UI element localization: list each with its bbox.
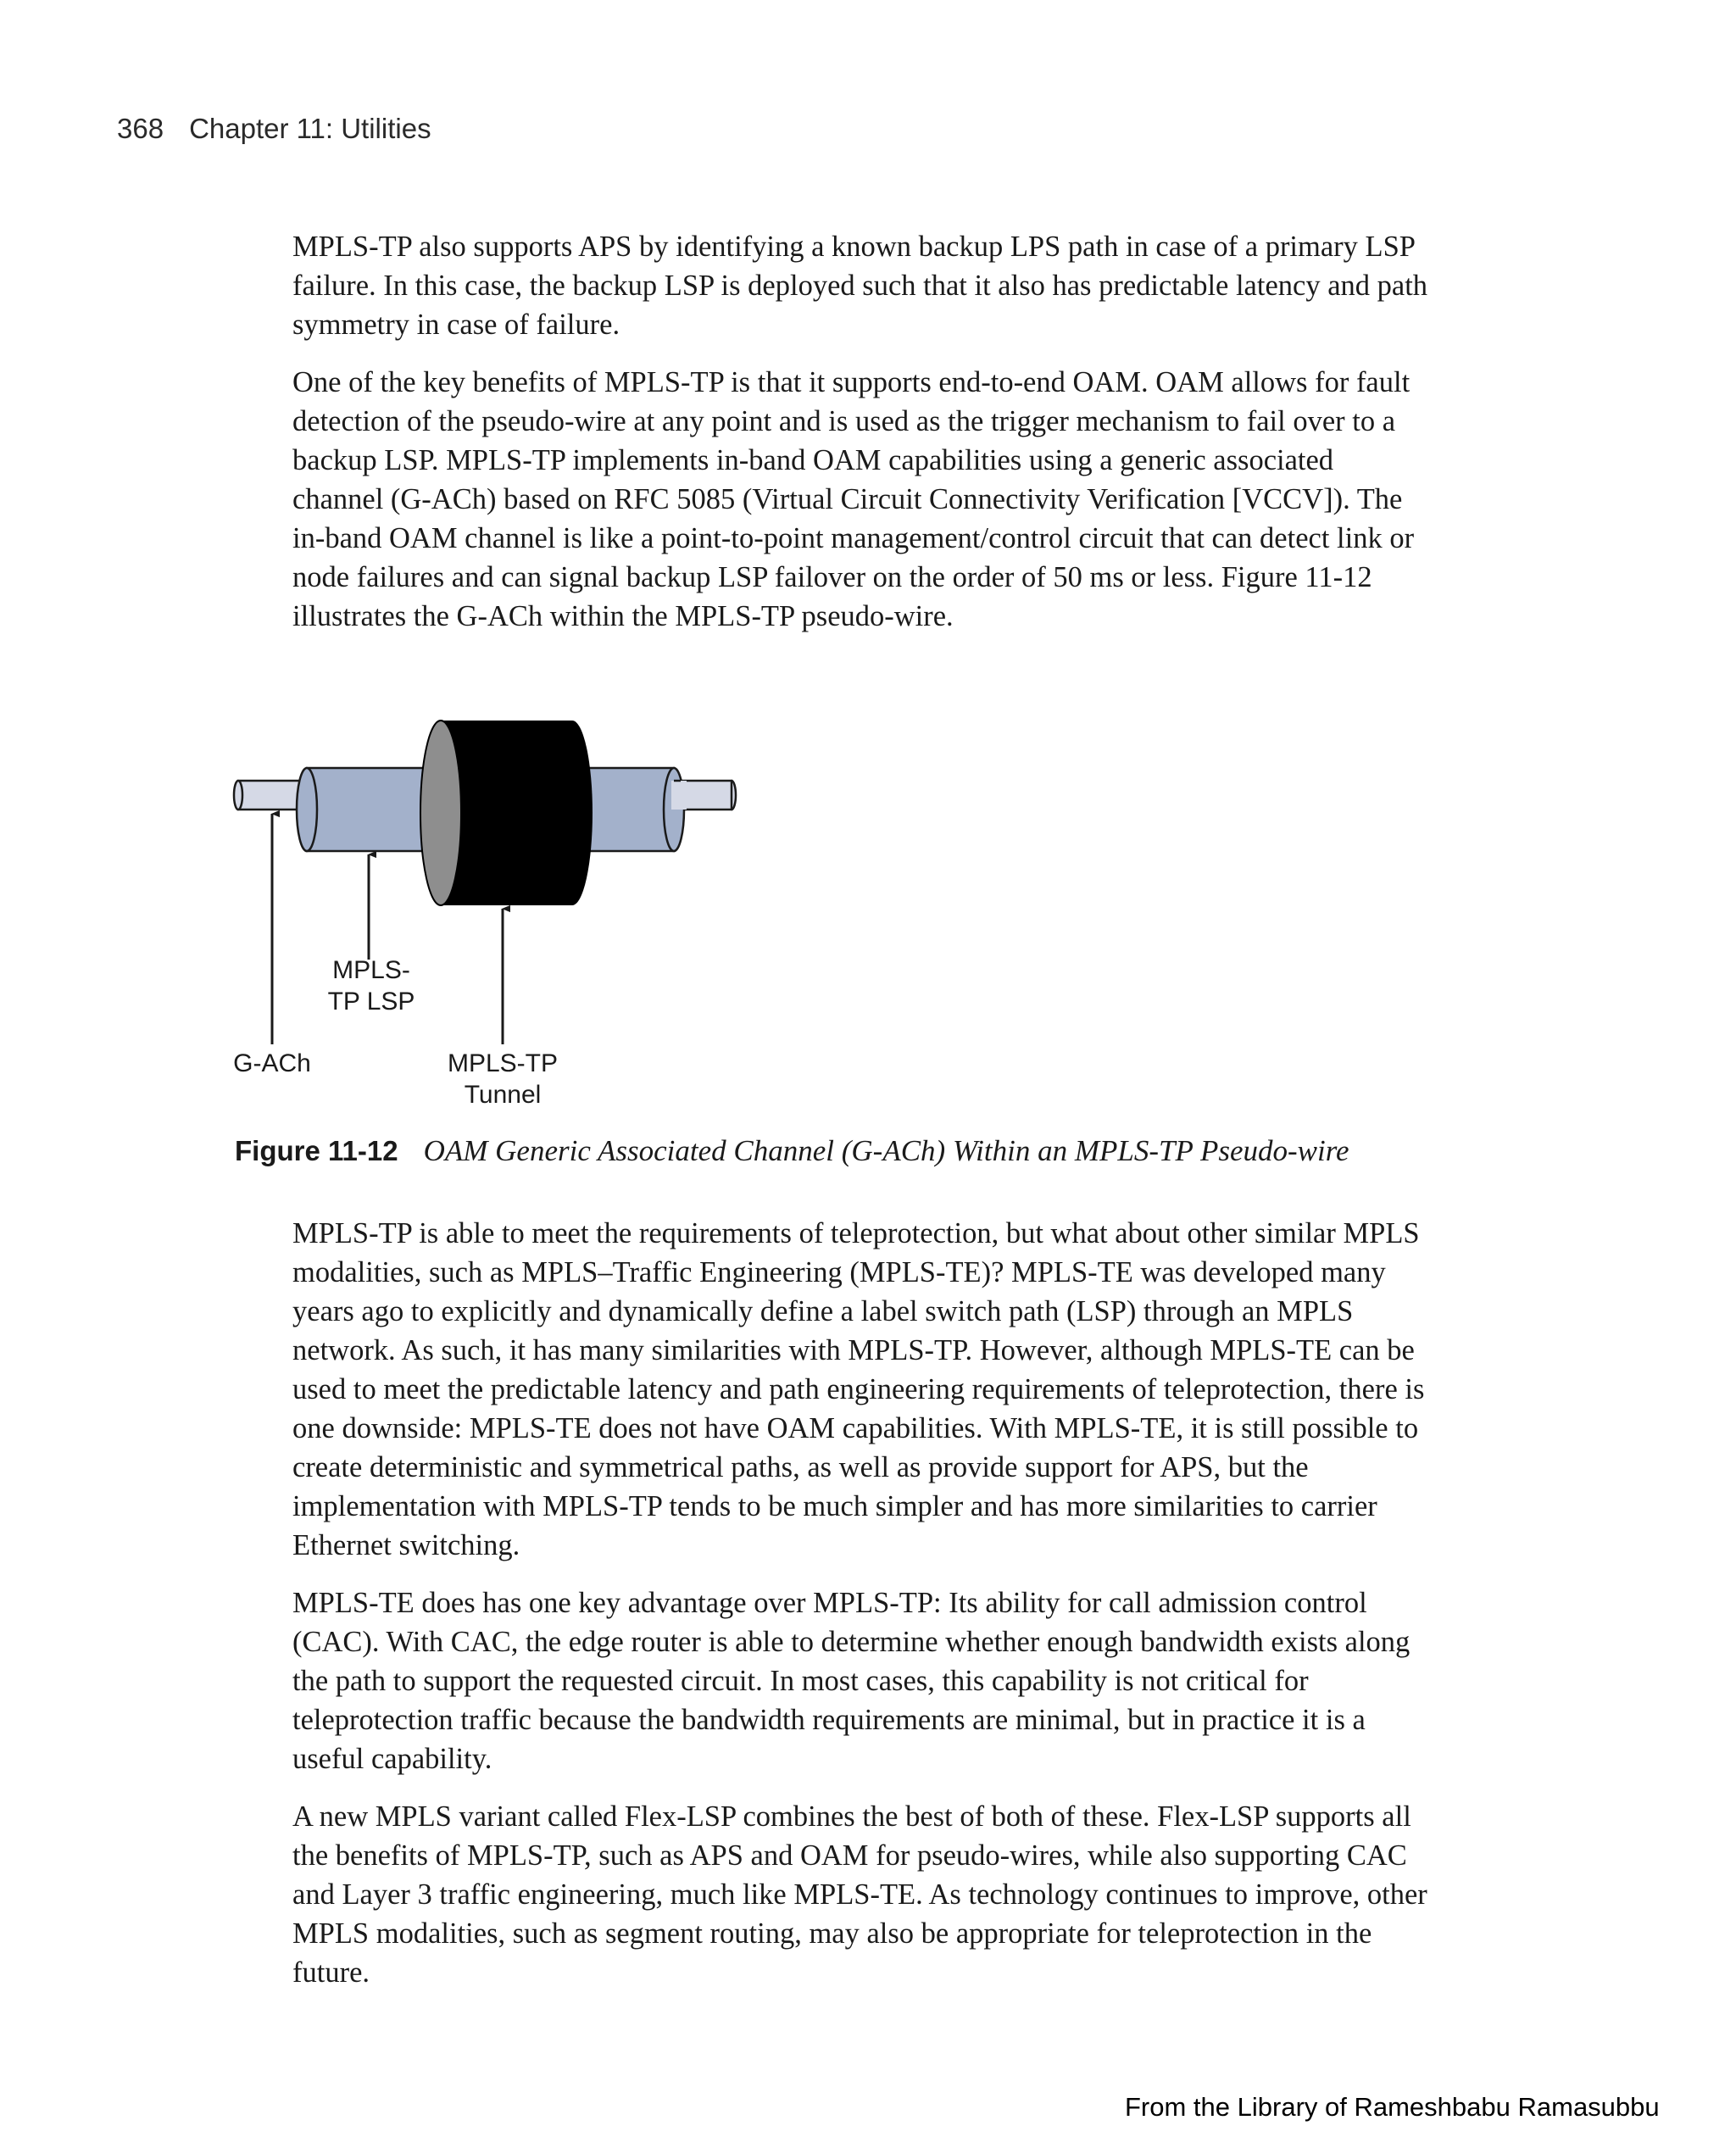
- library-footer: From the Library of Rameshbabu Ramasubbu: [1125, 2092, 1660, 2122]
- pseudo-wire-diagram: [216, 712, 759, 1119]
- paragraph: MPLS-TP also supports APS by identifying a known backup LPS path in case of a primary LSP failure. In this case, the backup LSP is deployed such that it also has predictable latency and path symmetry in case of failure.: [292, 231, 1428, 341]
- tunnel-right-end: [552, 721, 593, 905]
- tunnel-label-line2: Tunnel: [464, 1081, 542, 1109]
- lsp-label-line1: MPLS-: [332, 956, 410, 984]
- figure-caption: [235, 1134, 1349, 1168]
- gach-label: G-ACh: [233, 1049, 311, 1077]
- tunnel-face: [420, 721, 461, 905]
- caption-text: OAM Generic Associated Channel (G-ACh) Within an MPLS-TP Pseudo-wire: [423, 1134, 1349, 1167]
- paragraph: MPLS-TE does has one key advantage over MPLS-TP: Its ability for call admission control (CAC). With CAC, the edge router is able to determine whether enough bandwidth exists along the path to support the requested circuit. In most cases, this capability is not critical for teleprotection traffic because the bandwidth requirements are minimal, but in practice it is a useful capability.: [292, 1587, 1410, 1775]
- tunnel-cylinder: [420, 721, 593, 905]
- caption-number: Figure 11-12: [235, 1135, 398, 1166]
- paragraph: One of the key benefits of MPLS-TP is that it supports end-to-end OAM. OAM allows for fault detection of the pseudo-wire at any point and is used as the trigger mechanism to fail over to a backup LSP. MPLS-TP implements in-band OAM capabilities using a generic associated channel (G-ACh) based on RFC 5085 (Virtual Circuit Connectivity Verification [VCCV]). The in-band OAM channel is like a point-to-point management/control circuit that can detect link or node failures and can signal backup LSP failover on the order of 50 ms or less. Figure 11-12 illustrates the G-ACh within the MPLS-TP pseudo-wire.: [292, 366, 1415, 632]
- page-number: 368: [117, 113, 164, 144]
- running-head: [117, 113, 431, 145]
- body-text-before-figure: [292, 227, 1428, 654]
- body-text-after-figure: [292, 1214, 1428, 2011]
- lsp-tube-left-end: [297, 768, 317, 851]
- lsp-label-line2: TP LSP: [327, 988, 415, 1016]
- gach-wire-left-end: [234, 781, 242, 810]
- chapter-title: Chapter 11: Utilities: [189, 113, 431, 144]
- paragraph: A new MPLS variant called Flex-LSP combines the best of both of these. Flex-LSP supports all the benefits of MPLS-TP, such as APS and OAM for pseudo-wires, while also supporting CAC and Layer 3 traffic engineering, much like MPLS-TE. As technology continues to improve, other MPLS modalities, such as segment routing, may also be appropriate for teleprotection in the future.: [292, 1800, 1427, 1989]
- paragraph: MPLS-TP is able to meet the requirements of teleprotection, but what about other similar MPLS modalities, such as MPLS–Traffic Engineering (MPLS-TE)? MPLS-TE was developed many years ago to explicitly and dynamically define a label switch path (LSP) through an MPLS network. As such, it has many similarities with MPLS-TP. However, although MPLS-TE can be used to meet the predictable latency and path engineering requirements of teleprotection, there is one downside: MPLS-TE does not have OAM capabilities. With MPLS-TE, it is still possible to create deterministic and symmetrical paths, as well as provide support for APS, but the implementation with MPLS-TP tends to be much simpler and has more similarities to carrier Ethernet switching.: [292, 1217, 1425, 1561]
- tunnel-label-line1: MPLS-TP: [447, 1049, 559, 1077]
- lsp-tube-left: [307, 768, 428, 851]
